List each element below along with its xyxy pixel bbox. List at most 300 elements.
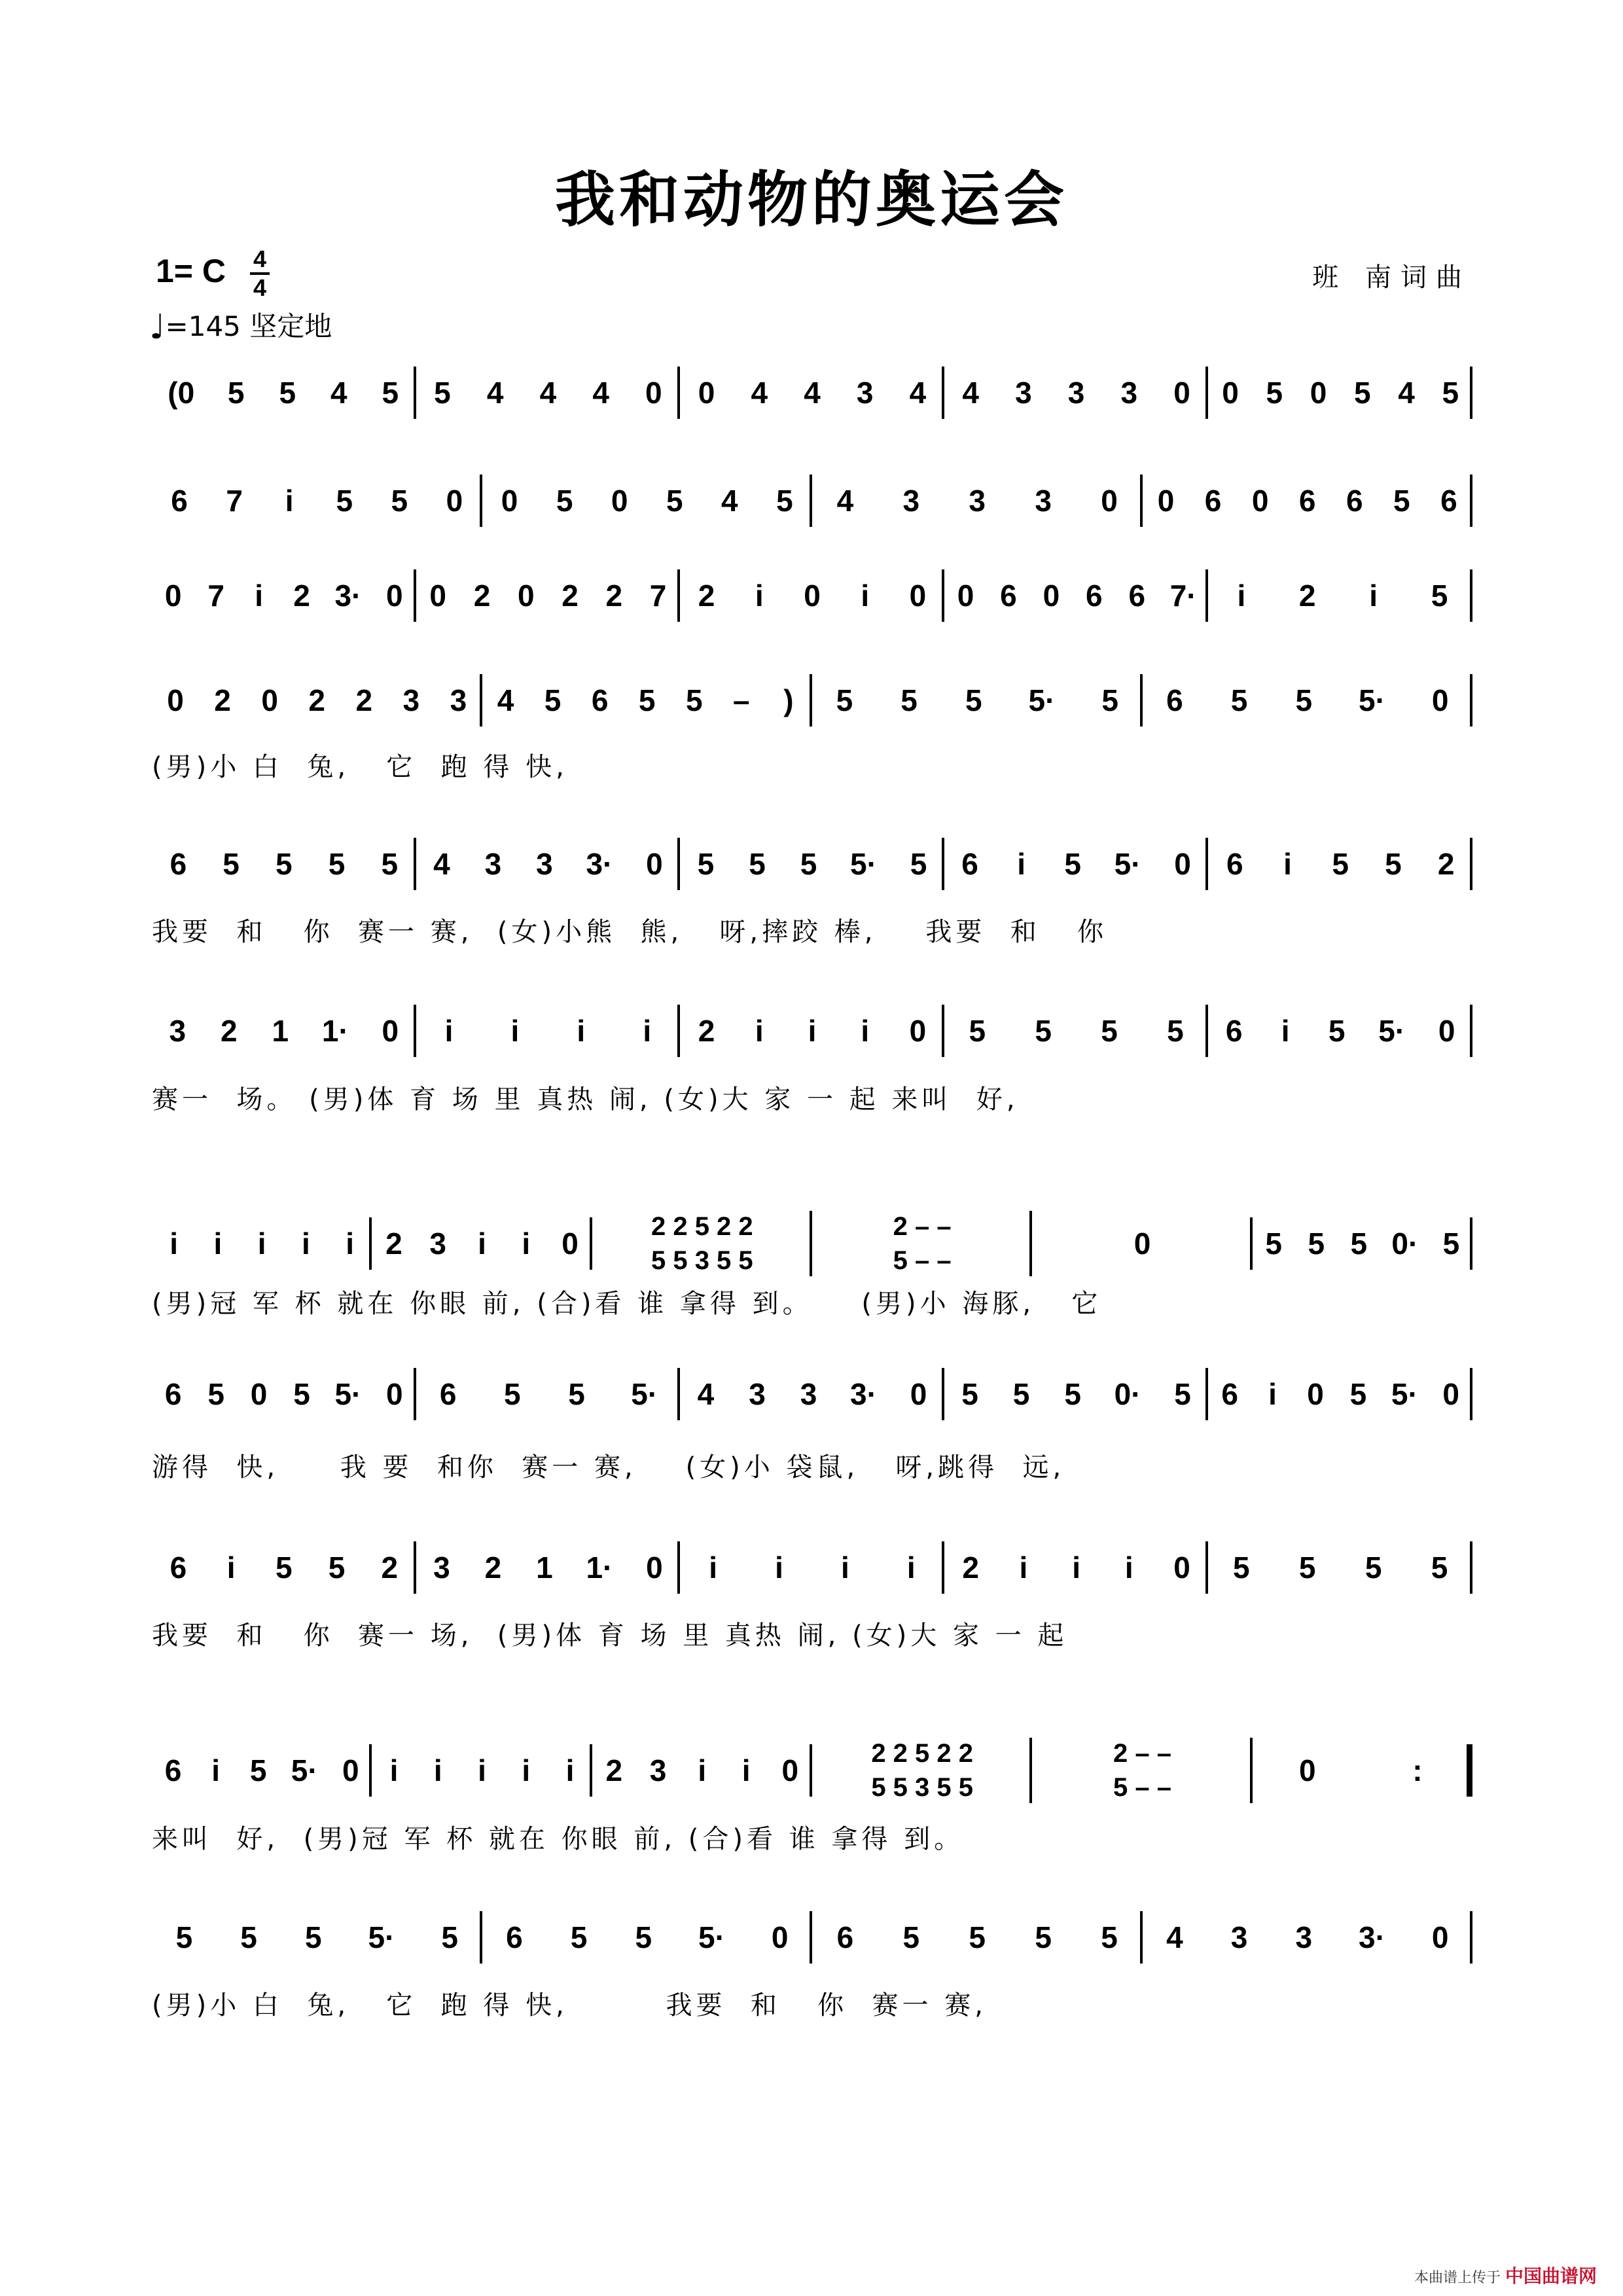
note: 5 (568, 1377, 585, 1411)
measure (944, 1368, 1209, 1420)
note: 3 (1015, 376, 1032, 410)
note: 2 (1437, 847, 1455, 881)
note: 4 (539, 376, 557, 410)
note: 5· (1028, 683, 1056, 717)
note: i (1017, 847, 1026, 881)
note: i (444, 1014, 454, 1048)
note: 5 (1230, 683, 1248, 717)
note: 5 (666, 484, 683, 518)
note: 0 (167, 683, 184, 717)
note: 5· (368, 1920, 395, 1954)
note: 6 (171, 484, 188, 518)
measure (1143, 475, 1473, 527)
note: i (1268, 1377, 1277, 1411)
note: 4 (962, 376, 979, 410)
note: i (522, 1753, 531, 1787)
voice-line: 5 – – (1113, 1773, 1171, 1802)
note: 0 (1173, 1551, 1190, 1585)
note: 5 (1064, 1377, 1081, 1411)
note: 5 (1064, 847, 1081, 881)
footer (1414, 2262, 1597, 2288)
voice-line: 2 – – (1113, 1739, 1171, 1768)
note: 6 (1086, 579, 1103, 613)
note: 4 (1398, 376, 1415, 410)
note: i (478, 1753, 486, 1787)
note: ) (783, 683, 794, 717)
measure (812, 674, 1143, 726)
note: 6 (1440, 484, 1457, 518)
measure (812, 1212, 1032, 1275)
note: 0 (646, 847, 663, 881)
measure (152, 569, 416, 622)
measure (416, 1005, 681, 1057)
note: 6 (439, 1377, 457, 1411)
note: 5 (328, 847, 346, 881)
note: 5 (910, 847, 927, 881)
note: 3 (1120, 376, 1138, 410)
measure (482, 1911, 813, 1964)
note: i (169, 1227, 179, 1261)
note: 6 (169, 1551, 187, 1585)
note: 5· (1378, 1014, 1406, 1048)
note: 5 (175, 1920, 193, 1954)
barline (1470, 1541, 1472, 1594)
note: 4 (751, 376, 768, 410)
note: i (1369, 579, 1378, 613)
measure (680, 569, 944, 622)
note: 5 (207, 1377, 224, 1411)
note: 5 (776, 484, 793, 518)
note: 3 (169, 1014, 187, 1048)
note: 7· (1169, 579, 1197, 613)
note: 4 (497, 683, 514, 717)
note: 3 (536, 847, 553, 881)
note: 1 (536, 1551, 553, 1585)
note: 5· (698, 1920, 725, 1954)
note: 6 (164, 1377, 182, 1411)
note: 3 (649, 1753, 667, 1787)
note: 5 (638, 683, 656, 717)
note: 4 (486, 376, 504, 410)
lyric-line: 我要 和 你 赛一 场, (男)体 育 场 里 真热 闹, (女)大 家 一 起 (152, 1621, 1068, 1651)
note: i (1281, 1014, 1290, 1048)
note: 0 (1298, 1753, 1316, 1787)
note: 5 (1328, 1014, 1346, 1048)
note: 3 (1067, 376, 1085, 410)
measure (944, 838, 1209, 890)
note: 5 (1101, 683, 1118, 717)
note: i (285, 484, 294, 518)
measure (416, 1368, 681, 1420)
note: 3 (450, 683, 467, 717)
note: 5· (291, 1753, 318, 1787)
measure (680, 1005, 944, 1057)
staff-row (152, 838, 1472, 890)
measure (372, 1217, 592, 1270)
note: 0 (1174, 847, 1191, 881)
measure (1143, 1911, 1473, 1964)
staff-row (152, 1212, 1472, 1275)
measure (152, 1911, 482, 1964)
note: 5 (800, 847, 817, 881)
note: 0 (517, 579, 535, 613)
note: 0 (1438, 1014, 1455, 1048)
note: 0 (698, 376, 715, 410)
time-sig-top: 4 (253, 245, 267, 272)
note: i (775, 1551, 783, 1585)
note: 0 (781, 1753, 799, 1787)
note: 0 (1043, 579, 1060, 613)
note: 5 (1035, 1920, 1052, 1954)
note: 0 (1310, 376, 1327, 410)
lyric-line: (男)冠 军 杯 就在 你眼 前, (合)看 谁 拿得 到。 (男)小 海豚, 它 (152, 1289, 1102, 1319)
note: 5 (1295, 683, 1313, 717)
note: 5 (1431, 1551, 1448, 1585)
note: 2 (605, 579, 623, 613)
note: 5 (969, 1920, 986, 1954)
note: i (741, 1753, 751, 1787)
barline (1470, 1911, 1472, 1964)
note: 5 (1442, 376, 1459, 410)
note: 2 (698, 1014, 715, 1048)
note: 1 (272, 1014, 289, 1048)
note: 0 (909, 1014, 927, 1048)
note: i (346, 1227, 355, 1261)
note: 3 (433, 1551, 450, 1585)
measure (592, 1744, 812, 1797)
note: 5 (381, 847, 399, 881)
measure (416, 569, 681, 622)
note: 2 (698, 579, 715, 613)
note: 0 (771, 1920, 789, 1954)
note: 3 (402, 683, 420, 717)
note: 0 (1173, 376, 1190, 410)
note: 3 (429, 1227, 447, 1261)
note: i (433, 1753, 442, 1787)
lyric-line: (男)小 白 兔, 它 跑 得 快, (152, 752, 568, 782)
note: 2 (562, 579, 579, 613)
tempo-marking (149, 305, 332, 347)
note: 5 (1385, 847, 1402, 881)
note: i (211, 1753, 220, 1787)
note: 6 (1128, 579, 1146, 613)
lyric-line: 游得 快, 我 要 和你 赛一 赛, (女)小 袋鼠, 呀,跳得 远, (152, 1452, 1065, 1482)
note: i (698, 1753, 707, 1787)
page-title: 我和动物的奥运会 (554, 165, 1068, 235)
staff-row (152, 569, 1472, 622)
note: 1· (321, 1014, 349, 1048)
note: i (861, 579, 870, 613)
note: 2 (1298, 579, 1316, 613)
note: 3 (484, 847, 502, 881)
note: 5 (240, 1920, 257, 1954)
note: i (709, 1551, 718, 1585)
barline (1470, 1217, 1472, 1270)
note: 0 (342, 1753, 359, 1787)
note: 5 (635, 1920, 652, 1954)
note: 5 (1174, 1377, 1191, 1411)
note: 0 (1251, 484, 1269, 518)
note: – (733, 683, 750, 717)
footer-text: 本曲谱上传于 (1414, 2270, 1501, 2286)
note: i (906, 1551, 916, 1585)
note: 6 (1226, 847, 1243, 881)
measure (680, 838, 944, 890)
note: i (861, 1014, 870, 1048)
note: 3 (969, 484, 986, 518)
note: 5 (965, 683, 982, 717)
note: 5 (1012, 1377, 1030, 1411)
note: 5 (441, 1920, 458, 1954)
measure (1032, 1217, 1252, 1270)
note: 0 (1133, 1227, 1151, 1261)
measure (1208, 1541, 1472, 1594)
note: 5 (328, 1551, 346, 1585)
note: i (302, 1227, 310, 1261)
note: 3 (902, 484, 920, 518)
note: 5 (1035, 1014, 1052, 1048)
note: 4 (1166, 1920, 1183, 1954)
note: 5 (279, 376, 296, 410)
note: 0 (501, 484, 518, 518)
note: 5 (1442, 1227, 1460, 1261)
note: 6 (836, 1920, 854, 1954)
note: 5 (685, 683, 703, 717)
note: i (255, 579, 263, 613)
measure (372, 1744, 592, 1797)
note: 5· (334, 1377, 362, 1411)
measure (152, 674, 482, 726)
note: i (755, 579, 764, 613)
note: i (1237, 579, 1246, 613)
note: i (389, 1753, 399, 1787)
note: 0 (910, 1377, 927, 1411)
note: 5 (1266, 376, 1283, 410)
note: (0 (168, 376, 195, 410)
note: 5 (227, 376, 245, 410)
note: 0 (804, 579, 821, 613)
note: 4 (804, 376, 821, 410)
voice-line: 2 2 5 2 2 (871, 1739, 973, 1768)
note: 3· (850, 1377, 877, 1411)
site-logo[interactable]: 中国曲谱网 (1505, 2265, 1597, 2287)
voice-line: 2 2 5 2 2 (651, 1212, 753, 1241)
measure (944, 367, 1209, 419)
note: 2 (293, 579, 310, 613)
note: 3 (1295, 1920, 1313, 1954)
time-sig-bottom: 4 (253, 274, 267, 301)
note: 5 (276, 1551, 293, 1585)
note: i (257, 1227, 266, 1261)
note: 3 (800, 1377, 817, 1411)
note: 6 (1000, 579, 1017, 613)
note: 5 (1167, 1014, 1184, 1048)
barline (1470, 1368, 1472, 1420)
measure (680, 1541, 944, 1594)
note: 3 (1035, 484, 1052, 518)
note: 5 (969, 1014, 986, 1048)
note: 5 (1431, 579, 1448, 613)
measure (152, 1005, 416, 1057)
note: 5· (631, 1377, 658, 1411)
note: 5 (570, 1920, 588, 1954)
measure (1032, 1739, 1252, 1802)
note: 5 (556, 484, 573, 518)
note: 5 (504, 1377, 521, 1411)
staff-row (152, 1005, 1472, 1057)
note: 6 (1346, 484, 1363, 518)
voice-line: 5 5 3 5 5 (871, 1773, 973, 1802)
note: 5 (697, 847, 715, 881)
note: 0 (562, 1227, 579, 1261)
note: 5· (1391, 1377, 1418, 1411)
note: 0 (1222, 376, 1239, 410)
note: 5 (223, 847, 240, 881)
note: 5· (1114, 847, 1141, 881)
note: 6 (1221, 1377, 1238, 1411)
note: i (510, 1014, 520, 1048)
note: 3 (1230, 1920, 1248, 1954)
note: 2 (473, 579, 491, 613)
measure (812, 1739, 1032, 1802)
measure (1208, 1005, 1472, 1057)
note: 0 (1442, 1377, 1459, 1411)
staff-row (152, 1368, 1472, 1420)
measure (680, 1368, 944, 1420)
credit: 班 南词曲 (1312, 262, 1471, 293)
note: 0 (611, 484, 628, 518)
note: i (643, 1014, 652, 1048)
measure (680, 367, 944, 419)
note: 5 (902, 1920, 920, 1954)
voice-line: 5 – – (893, 1246, 952, 1275)
note: 0 (446, 484, 463, 518)
barline (1470, 1005, 1472, 1057)
note: i (1072, 1551, 1080, 1585)
note: 2 (214, 683, 231, 717)
note: 6 (506, 1920, 523, 1954)
note: 0 (1307, 1377, 1324, 1411)
note: 0· (1391, 1227, 1419, 1261)
note: i (1019, 1551, 1028, 1585)
note: 0 (1431, 1920, 1449, 1954)
measure (152, 475, 482, 527)
measure (1208, 569, 1472, 622)
note: 2 (381, 1551, 399, 1585)
note: 5 (1101, 1920, 1118, 1954)
note: 6 (1298, 484, 1316, 518)
measure (944, 1541, 1209, 1594)
note: 4 (592, 376, 609, 410)
staff-row (152, 1541, 1472, 1594)
note: 0 (909, 579, 927, 613)
note: i (522, 1227, 531, 1261)
barline (1470, 367, 1472, 419)
lyric-line: 我要 和 你 赛一 赛, (女)小熊 熊, 呀,摔跤 棒, 我要 和 你 (152, 917, 1107, 947)
note: 3· (586, 847, 613, 881)
measure (592, 1212, 812, 1275)
measure (152, 1541, 416, 1594)
note: 0 (386, 1377, 403, 1411)
lyric-line: (男)小 白 兔, 它 跑 得 快, 我要 和 你 赛一 赛, (152, 1990, 987, 2020)
note: 5 (249, 1753, 267, 1787)
note: 0 (1101, 484, 1118, 518)
measure (1208, 838, 1472, 890)
note: 6 (169, 847, 187, 881)
measure (416, 838, 681, 890)
note: 5 (391, 484, 408, 518)
note: 5 (1354, 376, 1371, 410)
note: 5 (1364, 1551, 1382, 1585)
note: 6 (164, 1753, 182, 1787)
note: 2 (355, 683, 373, 717)
barline (1470, 674, 1472, 726)
staff-row (152, 367, 1472, 419)
staff-row (152, 1911, 1472, 1964)
note: 6 (1166, 683, 1183, 717)
note: 0 (250, 1377, 268, 1411)
note: 2 (221, 1014, 238, 1048)
note: 5 (1308, 1227, 1325, 1261)
note: 0· (1114, 1377, 1141, 1411)
note: 5· (1359, 683, 1385, 717)
note: 6 (1204, 484, 1222, 518)
note: 4 (697, 1377, 715, 1411)
measure (812, 1911, 1143, 1964)
note: 5 (1350, 1227, 1368, 1261)
note: 4 (721, 484, 738, 518)
measure (152, 838, 416, 890)
note: 4 (909, 376, 927, 410)
barline (1470, 569, 1472, 622)
note: i (478, 1227, 486, 1261)
note: : (1412, 1753, 1423, 1787)
note: 5 (305, 1920, 322, 1954)
note: i (755, 1014, 764, 1048)
note: 0 (429, 579, 447, 613)
note: 5 (1393, 484, 1410, 518)
note: 3· (334, 579, 362, 613)
note: 6 (961, 847, 978, 881)
staff-row (152, 1739, 1472, 1802)
measure (1253, 1217, 1472, 1270)
barline (1470, 475, 1472, 527)
lyric-line: 来叫 好, (男)冠 军 杯 就在 你眼 前, (合)看 谁 拿得 到。 (152, 1824, 965, 1854)
note: 0 (382, 1014, 399, 1048)
note: 2 (308, 683, 326, 717)
note: 5· (850, 847, 877, 881)
measure (812, 475, 1143, 527)
measure (482, 475, 813, 527)
note: 5 (1332, 847, 1349, 881)
note: 0 (164, 579, 182, 613)
note: 5 (434, 376, 451, 410)
measure (482, 674, 813, 726)
note: 3 (749, 1377, 766, 1411)
note: 4 (433, 847, 450, 881)
note: 2 (385, 1227, 402, 1261)
measure (1143, 674, 1473, 726)
note: 5 (961, 1377, 978, 1411)
note: i (1124, 1551, 1133, 1585)
note: 0 (645, 376, 662, 410)
measure (416, 1541, 681, 1594)
note: 2 (962, 1551, 979, 1585)
note: 5 (276, 847, 293, 881)
staff-row (152, 475, 1472, 527)
note: 5 (749, 847, 766, 881)
note: 4 (330, 376, 348, 410)
